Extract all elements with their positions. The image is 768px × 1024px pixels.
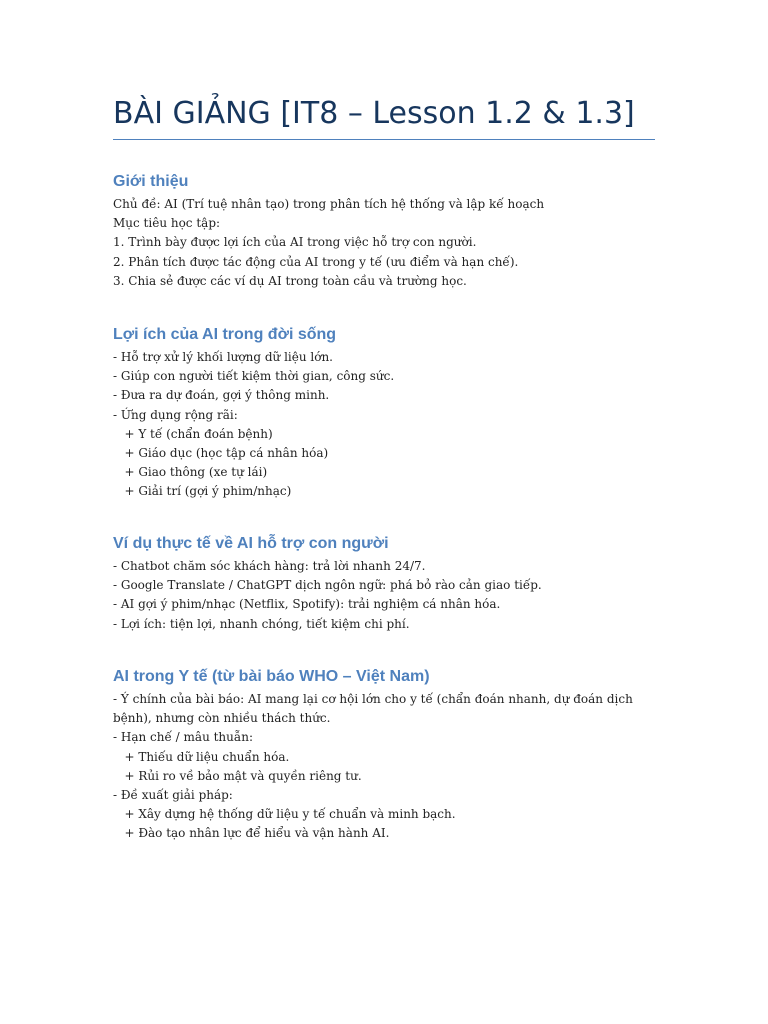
sub-bullet-item: + Giải trí (gợi ý phim/nhạc) [113,484,292,499]
bullet-item: - Ý chính của bài báo: AI mang lại cơ hội lớn cho y tế (chẩn đoán nhanh, dự đoán dịch bệnh), nhưng còn nhiều thách thức. [113,692,637,726]
section-heading: AI trong Y tế (từ bài báo WHO – Việt Nam) [113,668,430,685]
objective-item: 1. Trình bày được lợi ích của AI trong việc hỗ trợ con người. [113,235,477,250]
title-underline [113,139,655,140]
objective-item: 3. Chia sẻ được các ví dụ AI trong toàn cầu và trường học. [113,273,467,288]
objectives-label: Mục tiêu học tập: [113,216,221,231]
section-introduction [113,172,658,291]
section-ai-in-healthcare [113,667,658,844]
bullet-item: - Đưa ra dự đoán, gợi ý thông minh. [113,388,330,403]
section-heading: Ví dụ thực tế về AI hỗ trợ con người [113,535,389,552]
bullet-item: - Lợi ích: tiện lợi, nhanh chóng, tiết kiệm chi phí. [113,616,410,631]
sub-bullet-item: + Y tế (chẩn đoán bệnh) [113,426,273,441]
bullet-item: - Giúp con người tiết kiệm thời gian, công sức. [113,369,395,384]
section-benefits [113,325,658,502]
document-title: BÀI GIẢNG [IT8 – Lesson 1.2 & 1.3] [113,96,635,131]
bullet-item: - Google Translate / ChatGPT dịch ngôn ngữ: phá bỏ rào cản giao tiếp. [113,578,542,593]
objective-item: 2. Phân tích được tác động của AI trong y tế (ưu điểm và hạn chế). [113,254,519,269]
sub-bullet-item: + Thiếu dữ liệu chuẩn hóa. [113,749,290,764]
sub-bullet-item: + Xây dựng hệ thống dữ liệu y tế chuẩn và minh bạch. [113,807,456,822]
topic-line: Chủ đề: AI (Trí tuệ nhân tạo) trong phân tích hệ thống và lập kế hoạch [113,197,545,211]
bullet-item: - Đề xuất giải pháp: [113,788,233,803]
bullet-item: - Ứng dụng rộng rãi: [113,407,238,422]
sub-bullet-item: + Giáo dục (học tập cá nhân hóa) [113,446,329,461]
bullet-item: - Hạn chế / mâu thuẫn: [113,730,254,745]
sub-bullet-item: + Đào tạo nhân lực để hiểu và vận hành AI. [113,826,390,841]
section-heading: Lợi ích của AI trong đời sống [113,326,337,343]
section-heading: Giới thiệu [113,173,189,190]
bullet-item: - AI gợi ý phim/nhạc (Netflix, Spotify): trải nghiệm cá nhân hóa. [113,597,501,612]
bullet-item: - Chatbot chăm sóc khách hàng: trả lời nhanh 24/7. [113,559,426,573]
bullet-item: - Hỗ trợ xử lý khối lượng dữ liệu lớn. [113,350,333,364]
section-examples [113,534,658,634]
sub-bullet-item: + Rủi ro về bảo mật và quyền riêng tư. [113,768,362,783]
sub-bullet-item: + Giao thông (xe tự lái) [113,465,268,480]
